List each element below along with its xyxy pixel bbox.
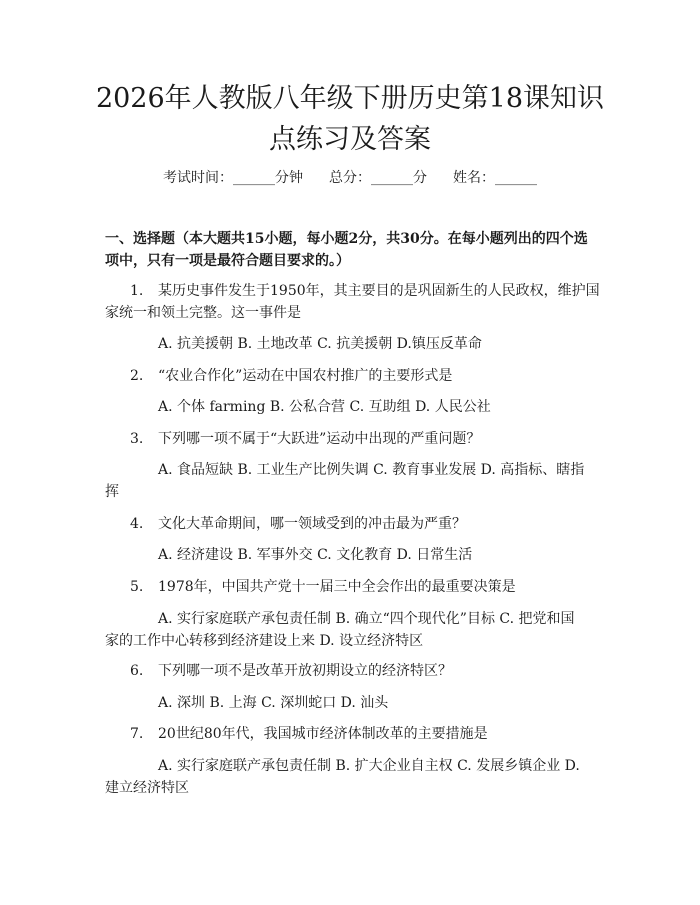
question-number: 2.	[130, 368, 144, 384]
question-3	[105, 428, 605, 450]
document-title	[60, 78, 640, 160]
question-6-options	[105, 692, 605, 714]
question-2	[105, 365, 605, 387]
question-text: 1978年，中国共产党十一届三中全会作出的最重要决策是	[158, 579, 516, 595]
options-text: A. 食品短缺 B. 工业生产比例失调 C. 教育事业发展 D. 高指标、瞎指	[158, 462, 585, 478]
exam-meta	[0, 168, 700, 188]
question-4	[105, 513, 605, 535]
question-text: “农业合作化”运动在中国农村推广的主要形式是	[158, 368, 453, 384]
question-number: 4.	[130, 516, 144, 532]
options-text-cont: 家的工作中心转移到经济建设上来 D. 设立经济特区	[105, 633, 424, 649]
options-text: A. 实行家庭联产承包责任制 B. 扩大企业自主权 C. 发展乡镇企业 D.	[158, 758, 580, 774]
question-2-options	[105, 396, 605, 418]
title-line-1: 2026年人教版八年级下册历史第18课知识	[95, 83, 605, 114]
exam-time: 考试时间：______分钟	[163, 170, 303, 186]
question-number: 6.	[130, 663, 144, 679]
question-1	[105, 280, 605, 324]
question-4-options	[105, 544, 605, 566]
question-text: 下列哪一项不是改革开放初期设立的经济特区？	[158, 663, 452, 679]
question-number: 7.	[130, 726, 144, 742]
question-text: 20世纪80年代，我国城市经济体制改革的主要措施是	[158, 726, 488, 742]
section-heading-line-1: 一、选择题（本大题共15小题，每小题2分，共30分。在每小题列出的四个选	[105, 231, 588, 247]
question-5-options	[105, 608, 605, 652]
question-text: 下列哪一项不属于“大跃进”运动中出现的严重问题？	[158, 431, 481, 447]
question-text-cont: 家统一和领土完整。这一事件是	[105, 305, 301, 321]
options-text: A. 经济建设 B. 军事外交 C. 文化教育 D. 日常生活	[158, 547, 473, 563]
options-text: A. 个体 farming B. 公私合营 C. 互助组 D. 人民公社	[158, 399, 491, 415]
options-text: A. 深圳 B. 上海 C. 深圳蛇口 D. 汕头	[158, 695, 389, 711]
exam-total-score: 总分：______分	[329, 170, 427, 186]
question-number: 5.	[130, 579, 144, 595]
options-text-cont: 建立经济特区	[105, 780, 189, 796]
section-heading-line-2: 项中，只有一项是最符合题目要求的。）	[105, 253, 350, 269]
question-3-options	[105, 459, 605, 503]
section-heading	[105, 228, 605, 272]
question-text: 某历史事件发生于1950年，其主要目的是巩固新生的人民政权，维护国	[158, 283, 600, 299]
question-number: 3.	[130, 431, 144, 447]
question-7	[105, 723, 605, 745]
exam-name: 姓名：______	[453, 170, 537, 186]
title-line-2: 点练习及答案	[269, 124, 431, 155]
question-number: 1.	[130, 283, 144, 299]
question-1-options	[105, 333, 605, 355]
options-text: A. 抗美援朝 B. 土地改革 C. 抗美援朝 D.镇压反革命	[158, 336, 482, 352]
options-text: A. 实行家庭联产承包责任制 B. 确立“四个现代化”目标 C. 把党和国	[158, 611, 575, 627]
question-7-options	[105, 755, 605, 799]
question-text: 文化大革命期间，哪一领域受到的冲击最为严重？	[158, 516, 466, 532]
question-6	[105, 660, 605, 682]
question-5	[105, 576, 605, 598]
options-text-cont: 挥	[105, 484, 119, 500]
